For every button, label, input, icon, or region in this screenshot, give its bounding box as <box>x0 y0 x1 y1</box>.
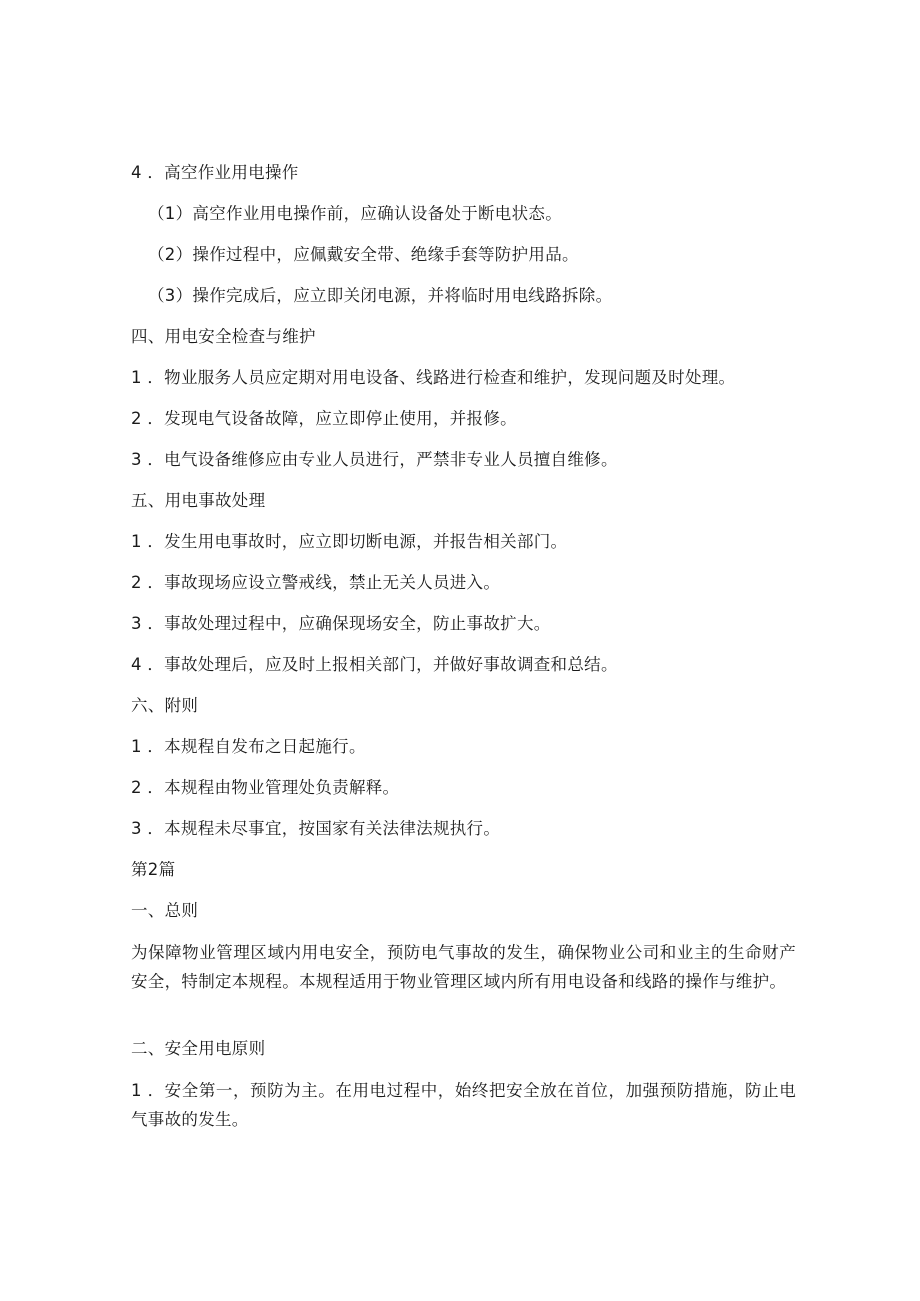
part-title: 第2篇 <box>131 860 176 879</box>
sub-item-2: （2）操作过程中，应佩戴安全带、绝缘手套等防护用品。 <box>148 245 579 264</box>
section-heading-2: 二、安全用电原则 <box>131 1039 266 1058</box>
list-item: 2 ．本规程由物业管理处负责解释。 <box>131 778 400 797</box>
section-item-4-high-altitude: 4 ．高空作业用电操作 <box>131 163 299 182</box>
sub-item-1: （1）高空作业用电操作前，应确认设备处于断电状态。 <box>148 204 562 223</box>
body-paragraph: 为保障物业管理区域内用电安全，预防电气事故的发生，确保物业公司和业主的生命财产安全，特制定本规程。本规程适用于物业管理区域内所有用电设备和线路的操作与维护。 <box>131 943 796 991</box>
list-item: 2 ．事故现场应设立警戒线，禁止无关人员进入。 <box>131 573 501 592</box>
list-item: 3 ．电气设备维修应由专业人员进行，严禁非专业人员擅自维修。 <box>131 450 618 469</box>
section-heading-6: 六、附则 <box>131 696 199 715</box>
list-item: 2 ．发现电气设备故障，应立即停止使用，并报修。 <box>131 409 517 428</box>
section-heading-5: 五、用电事故处理 <box>131 491 266 510</box>
section-heading-1: 一、总则 <box>131 901 199 920</box>
list-item: 3 ．事故处理过程中，应确保现场安全，防止事故扩大。 <box>131 614 551 633</box>
list-item: 1 ．物业服务人员应定期对用电设备、线路进行检查和维护，发现问题及时处理。 <box>131 368 736 387</box>
list-item: 4 ．事故处理后，应及时上报相关部门，并做好事故调查和总结。 <box>131 655 618 674</box>
list-item: 1 ．发生用电事故时，应立即切断电源，并报告相关部门。 <box>131 532 568 551</box>
list-item: 1 ．本规程自发布之日起施行。 <box>131 737 366 756</box>
list-item: 3 ．本规程未尽事宜，按国家有关法律法规执行。 <box>131 819 501 838</box>
body-paragraph: 1 ．安全第一，预防为主。在用电过程中，始终把安全放在首位，加强预防措施，防止电气事故的发生。 <box>131 1081 796 1129</box>
section-heading-4: 四、用电安全检查与维护 <box>131 327 316 346</box>
sub-item-3: （3）操作完成后，应立即关闭电源，并将临时用电线路拆除。 <box>148 286 613 305</box>
